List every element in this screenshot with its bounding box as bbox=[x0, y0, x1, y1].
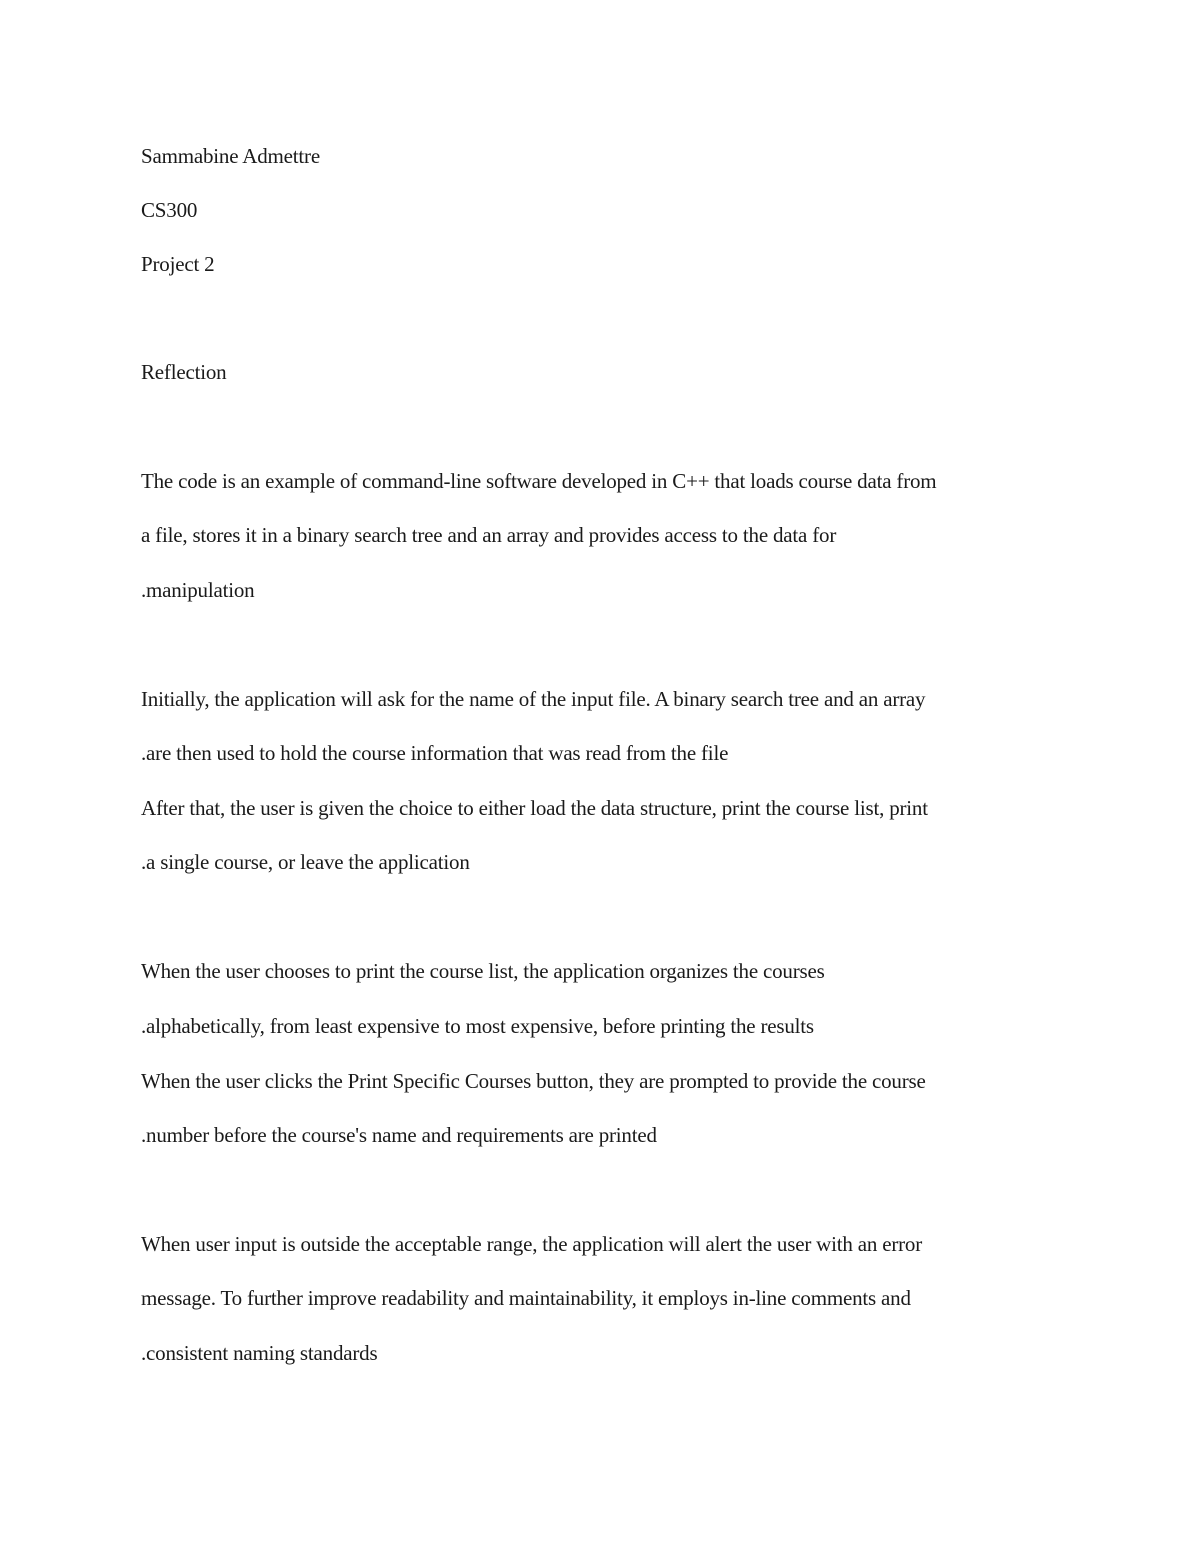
body-line: .consistent naming standards bbox=[141, 1341, 378, 1365]
body-line: The code is an example of command-line software developed in C++ that loads course data from bbox=[141, 469, 937, 493]
body-line: .manipulation bbox=[141, 578, 255, 602]
body-line: When the user chooses to print the course list, the application organizes the courses bbox=[141, 959, 825, 983]
body-line: .a single course, or leave the application bbox=[141, 850, 470, 874]
body-line: .alphabetically, from least expensive to most expensive, before printing the results bbox=[141, 1014, 814, 1038]
body-line: a file, stores it in a binary search tree and an array and provides access to the data for bbox=[141, 523, 837, 547]
body-line: When the user clicks the Print Specific Courses button, they are prompted to provide the course bbox=[141, 1069, 926, 1093]
project-name: Project 2 bbox=[141, 252, 215, 276]
body-line: message. To further improve readability and maintainability, it employs in-line comments and bbox=[141, 1286, 911, 1310]
body-line: .number before the course's name and requirements are printed bbox=[141, 1123, 657, 1147]
author-name: Sammabine Admettre bbox=[141, 144, 320, 168]
body-line: After that, the user is given the choice to either load the data structure, print the course list, print bbox=[141, 796, 928, 820]
document-title: Reflection bbox=[141, 360, 227, 384]
body-line: .are then used to hold the course information that was read from the file bbox=[141, 741, 729, 765]
body-line: Initially, the application will ask for the name of the input file. A binary search tree and an array bbox=[141, 687, 926, 711]
course-code: CS300 bbox=[141, 198, 198, 222]
body-line: When user input is outside the acceptable range, the application will alert the user with an error bbox=[141, 1232, 923, 1256]
